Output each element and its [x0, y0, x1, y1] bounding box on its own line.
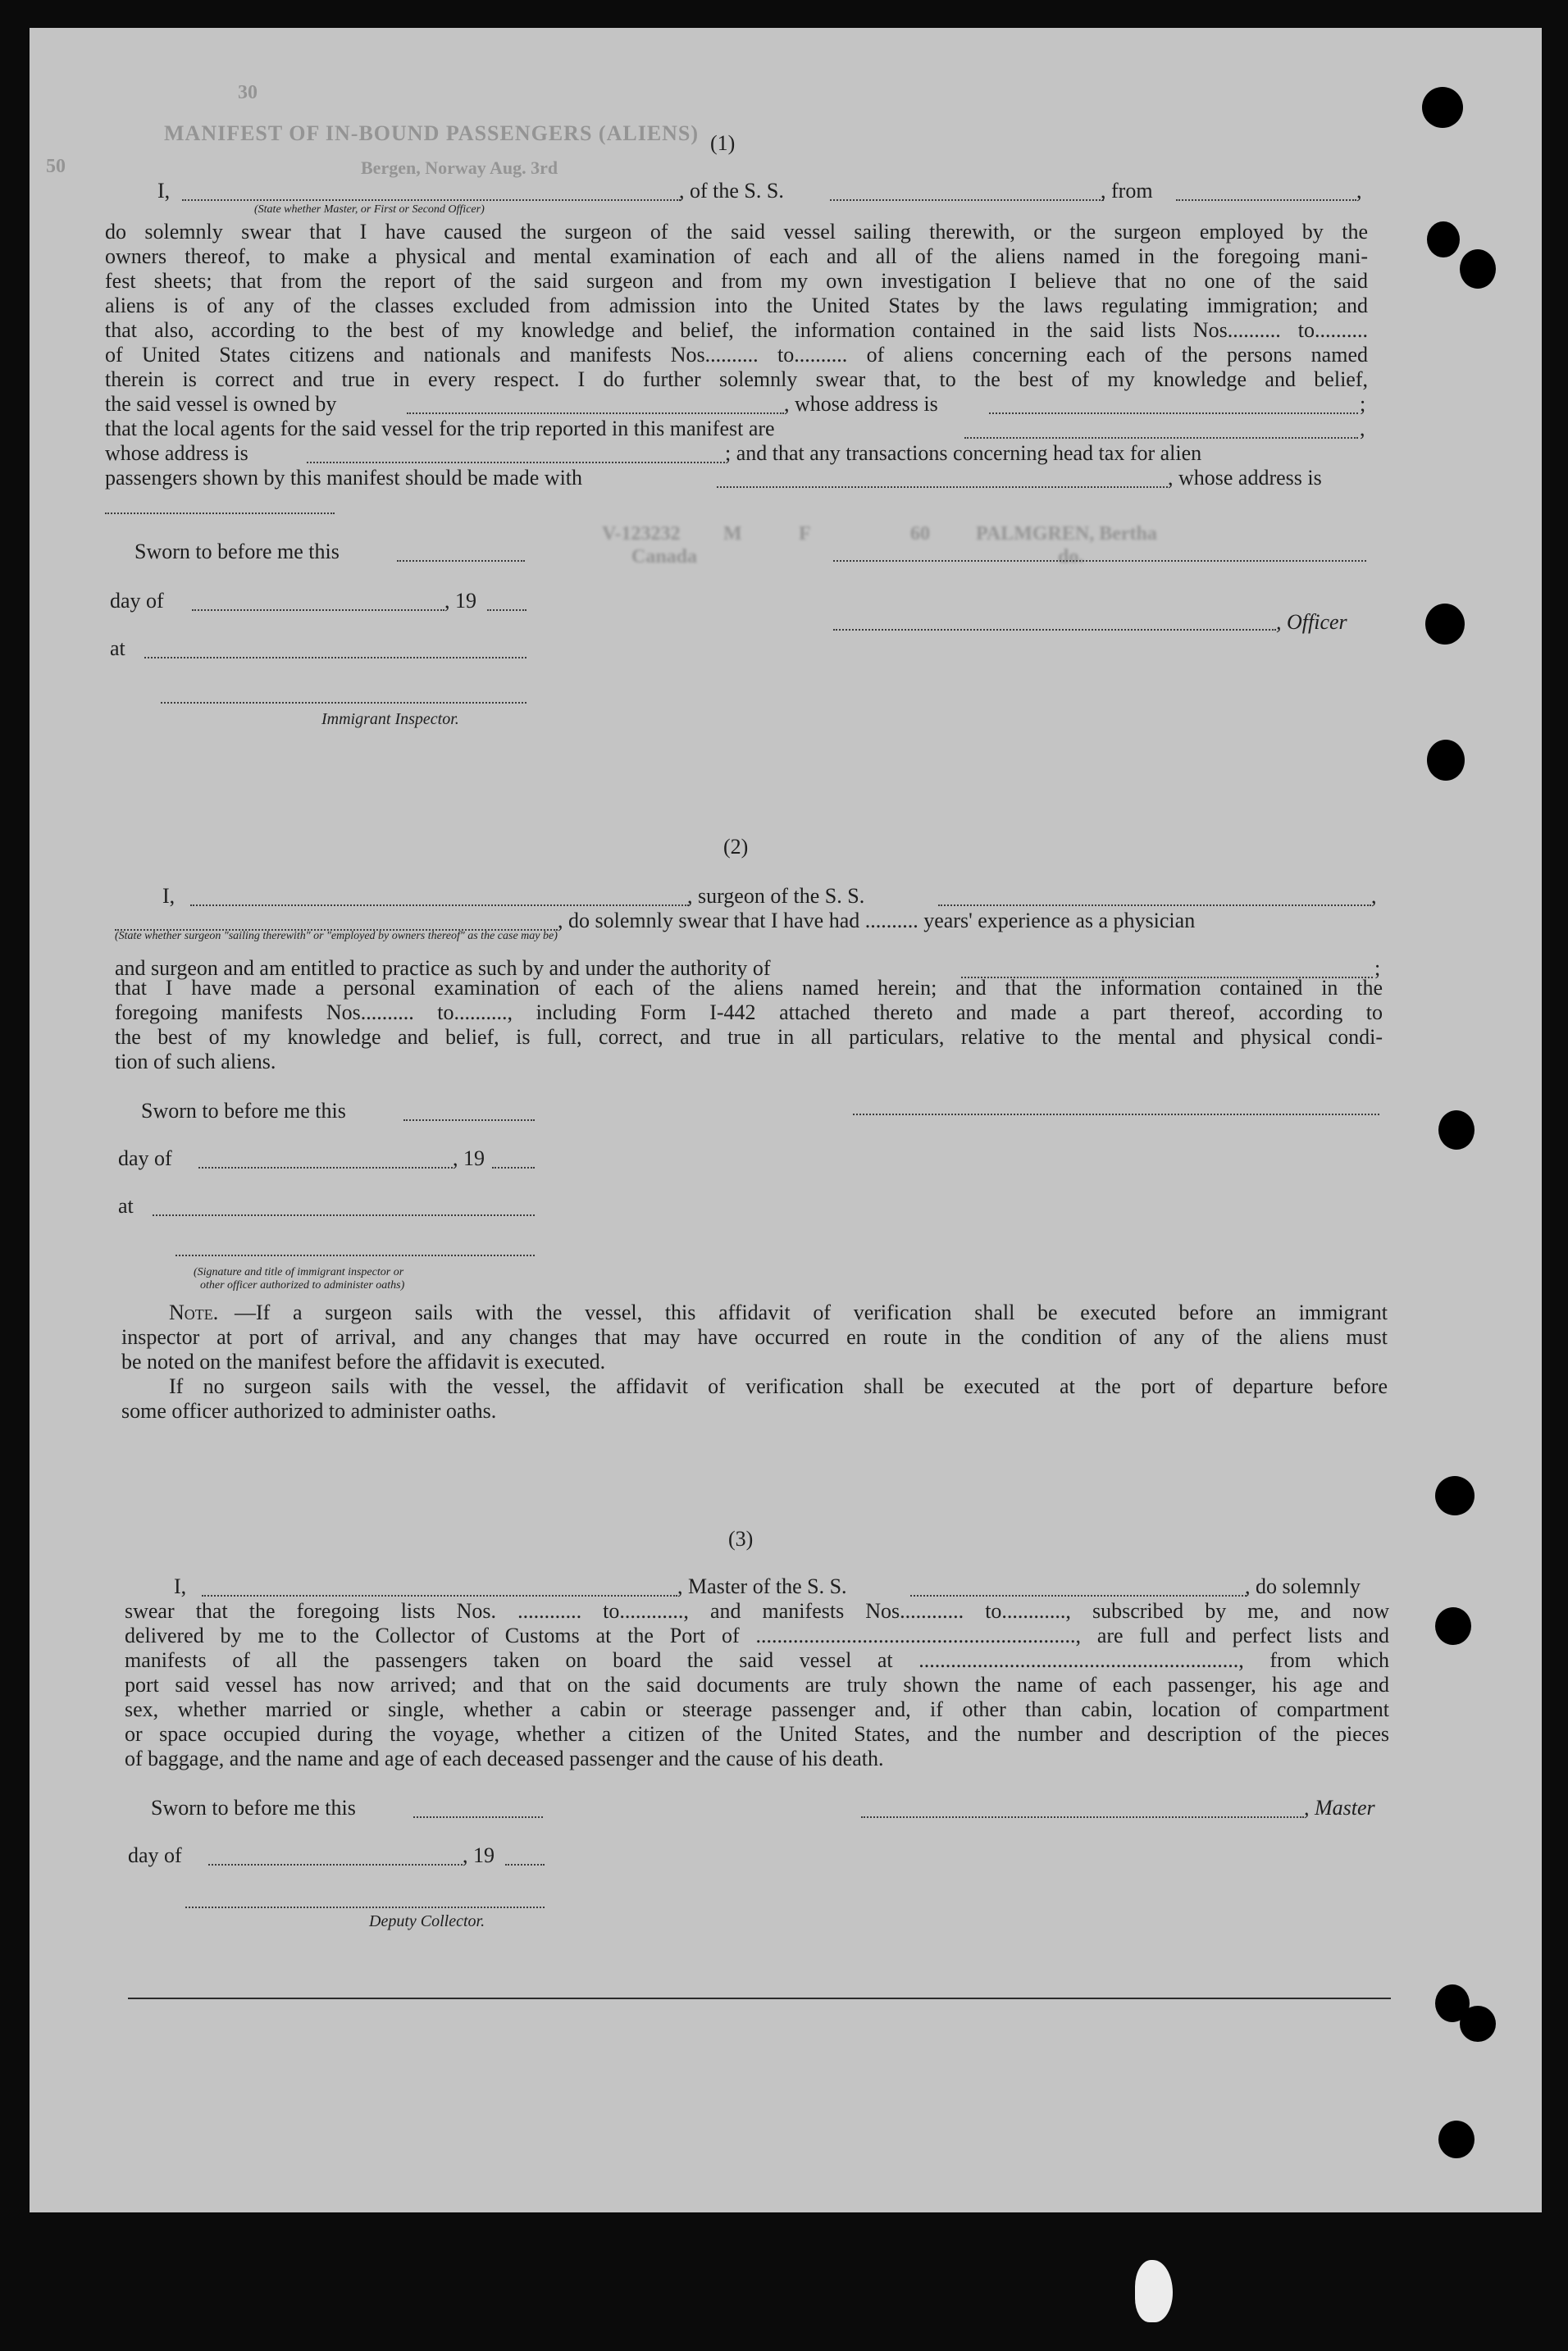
surgeon-of-label: , surgeon of the S. S. [687, 884, 865, 908]
whose-address-end: , whose address is [1168, 466, 1322, 490]
body-line: aliens is of any of the classes excluded from admission into the United States by the laws regulating immigration; and [105, 294, 1368, 317]
of-ss-label: , of the S. S. [679, 179, 784, 203]
body-line: foregoing manifests Nos.......... to.........., including Form I-442 attached thereto and made a part thereof, according to [115, 1000, 1383, 1024]
local-agents-field[interactable] [964, 437, 1358, 439]
note-line: If no surgeon sails with the vessel, the affidavit of verification shall be executed at the port of departure before [169, 1374, 1388, 1398]
owned-by-label: the said vessel is owned by [105, 392, 337, 416]
body-line: that also, according to the best of my knowledge and belief, the information contained in the said lists Nos.......... to.......... [105, 318, 1368, 342]
section-3-intro: I, [174, 1574, 187, 1598]
note-paragraph-2 [169, 1374, 1388, 1399]
body-line: the best of my knowledge and belief, is full, correct, and true in all particulars, relative to the mental and physical condi- [115, 1025, 1383, 1049]
note-line: some officer authorized to administer oaths. [121, 1399, 497, 1423]
transactions-text: ; and that any transactions concerning head tax for alien [725, 441, 1202, 465]
inspector-signature-field[interactable] [161, 702, 526, 704]
section-1-number: (1) [710, 131, 736, 155]
surgeon-signature-field[interactable] [853, 1114, 1379, 1115]
stamp-number: 30 [238, 82, 258, 103]
vessel-name-field[interactable] [830, 199, 1104, 201]
local-agents-label: that the local agents for the said vessel for the trip reported in this manifest are [105, 417, 775, 440]
stamp-sex: F [799, 523, 811, 544]
body-line: of baggage, and the name and age of each deceased passenger and the cause of his death. [125, 1747, 884, 1770]
master-name-field[interactable] [202, 1595, 677, 1597]
punch-hole [1427, 740, 1465, 781]
section-3-body [125, 1599, 1389, 1771]
place-field[interactable] [144, 657, 526, 658]
note-line: be noted on the manifest before the affidavit is executed. [121, 1350, 606, 1374]
body-line: of United States citizens and nationals and manifests Nos.......... to.......... of aliens concerning each of the persons named [105, 343, 1368, 367]
year-field[interactable] [505, 1864, 545, 1866]
signature-caption-2: other officer authorized to administer oaths) [200, 1279, 405, 1292]
day-of-label: day of [128, 1843, 182, 1867]
punch-hole [1425, 604, 1465, 645]
body-line: manifests of all the passengers taken on board the said vessel at ............................................................, from which [125, 1648, 1389, 1672]
sworn-date-field[interactable] [413, 1816, 543, 1818]
section-2-intro: I, [162, 884, 175, 908]
year-field[interactable] [487, 609, 526, 611]
sworn-label: Sworn to before me this [134, 540, 340, 563]
stamp-country: Canada [631, 546, 698, 567]
month-field[interactable] [198, 1167, 453, 1169]
body-line: fest sheets; that from the report of the said surgeon and from my own investigation I believe that no one of the said [105, 269, 1368, 293]
sworn-date-field[interactable] [403, 1119, 535, 1121]
officer-name-field[interactable] [182, 199, 681, 201]
head-tax-address-field[interactable] [105, 513, 335, 514]
stamp-ditto: do. [1058, 546, 1084, 567]
section-3-number: (3) [728, 1527, 754, 1551]
surgeon-status-caption: (State whether surgeon "sailing therewith" or "employed by owners thereof" as the case may be) [115, 930, 558, 942]
section-1-body [105, 220, 1368, 392]
note-first-line [235, 1301, 1388, 1325]
section-1-intro: I, [157, 179, 171, 203]
signature-field[interactable] [833, 560, 1366, 562]
punch-hole [1422, 87, 1463, 128]
bottom-rule [128, 1998, 1391, 1999]
stamp-status: M [723, 523, 742, 544]
year-label: , 19 [444, 589, 476, 613]
agent-address-field[interactable] [307, 462, 725, 463]
surgeon-name-field[interactable] [190, 904, 689, 906]
note-line: —If a surgeon sails with the vessel, this affidavit of verification shall be executed before an immigrant [235, 1301, 1388, 1324]
officer-label: , Officer [1276, 610, 1347, 634]
body-line: delivered by me to the Collector of Customs at the Port of ............................................................, are full and perfect lists and [125, 1624, 1389, 1647]
signature-caption-1: (Signature and title of immigrant inspector or [194, 1266, 404, 1278]
authority-label: and surgeon and am entitled to practice as such by and under the authority of [115, 956, 771, 980]
year-field[interactable] [492, 1167, 535, 1169]
punch-hole [1438, 2121, 1475, 2158]
body-line: sex, whether married or single, whether a cabin or steerage passenger and, if other than cabin, location of compartment [125, 1697, 1389, 1721]
sworn-label: Sworn to before me this [151, 1796, 356, 1820]
month-field[interactable] [208, 1864, 463, 1866]
punch-hole [1460, 2006, 1496, 2042]
punch-hole [1435, 1607, 1471, 1645]
master-label: , Master [1304, 1796, 1375, 1820]
stamp-visa: V-123232 [602, 523, 681, 544]
passengers-text: passengers shown by this manifest should be made with [105, 466, 583, 490]
punch-hole [1427, 221, 1460, 257]
sworn-date-field[interactable] [397, 560, 525, 562]
agent-address-label: whose address is [105, 441, 248, 465]
month-field[interactable] [192, 609, 444, 611]
body-line: or space occupied during the voyage, whether a citizen of the United States, and the number and description of the pieces [125, 1722, 1389, 1746]
note-paragraph-2-end [121, 1399, 1388, 1424]
year-label: , 19 [453, 1146, 485, 1170]
section-2-number: (2) [723, 835, 749, 859]
stamp-list: Bergen, Norway Aug. 3rd [361, 157, 558, 178]
head-tax-agent-field[interactable] [717, 486, 1168, 488]
stamp-side: 50 [46, 156, 66, 177]
from-label: , from [1101, 179, 1153, 203]
note-line: inspector at port of arrival, and any changes that may have occurred en route in the condition of any of the aliens must [121, 1325, 1388, 1349]
master-signature-field[interactable] [861, 1816, 1304, 1818]
do-solemnly-label: , do solemnly [1245, 1574, 1361, 1598]
owner-field[interactable] [407, 412, 784, 414]
punch-hole [1435, 1476, 1475, 1515]
stamp-age: 60 [910, 523, 930, 544]
officer-signature-field[interactable] [833, 629, 1276, 631]
punch-hole [1460, 249, 1496, 289]
administrator-signature-field[interactable] [175, 1255, 535, 1256]
master-of-label: , Master of the S. S. [677, 1574, 847, 1598]
immigrant-inspector-label: Immigrant Inspector. [321, 710, 459, 728]
master-vessel-field[interactable] [910, 1595, 1247, 1597]
place-field[interactable] [153, 1214, 535, 1216]
body-line: therein is correct and true in every respect. I do further solemnly swear that, to the best of my knowledge and belief, [105, 367, 1368, 391]
note-body [121, 1325, 1388, 1374]
note-label: Note. [169, 1301, 219, 1324]
owner-address-field[interactable] [989, 412, 1358, 414]
stamp-header: MANIFEST OF IN-BOUND PASSENGERS (ALIENS) [164, 121, 700, 145]
punch-hole [1438, 1110, 1475, 1150]
years-experience-text: , do solemnly swear that I have had .......... years' experience as a physician [558, 909, 1196, 932]
body-line: swear that the foregoing lists Nos. ............ to............, and manifests Nos............ to............, subscribed by me, and now [125, 1599, 1389, 1623]
body-line: that I have made a personal examination of each of the aliens named herein; and that the information contained in the [115, 976, 1383, 1000]
at-label: at [118, 1194, 134, 1218]
collector-signature-field[interactable] [185, 1907, 545, 1908]
section-2-body [115, 976, 1383, 1074]
year-label: , 19 [463, 1843, 495, 1867]
surgeon-vessel-field[interactable] [938, 904, 1371, 906]
body-line: owners thereof, to make a physical and mental examination of each and all of the aliens named in the foregoing mani- [105, 244, 1368, 268]
body-line: port said vessel has now arrived; and that on the said documents are truly shown the name of each passenger, his age and [125, 1673, 1389, 1697]
stamp-name: PALMGREN, Bertha [976, 523, 1157, 544]
white-blot [1135, 2260, 1173, 2322]
day-of-label: day of [118, 1146, 172, 1170]
sworn-label: Sworn to before me this [141, 1099, 346, 1123]
from-port-field[interactable] [1176, 199, 1356, 201]
body-line: do solemnly swear that I have caused the surgeon of the said vessel sailing therewith, or the surgeon employed by the [105, 220, 1368, 244]
deputy-collector-label: Deputy Collector. [369, 1912, 485, 1930]
at-label: at [110, 636, 125, 660]
officer-rank-caption: (State whether Master, or First or Second Officer) [254, 203, 485, 216]
day-of-label: day of [110, 589, 164, 613]
whose-address-label: , whose address is [784, 392, 938, 416]
body-line: tion of such aliens. [115, 1050, 276, 1073]
